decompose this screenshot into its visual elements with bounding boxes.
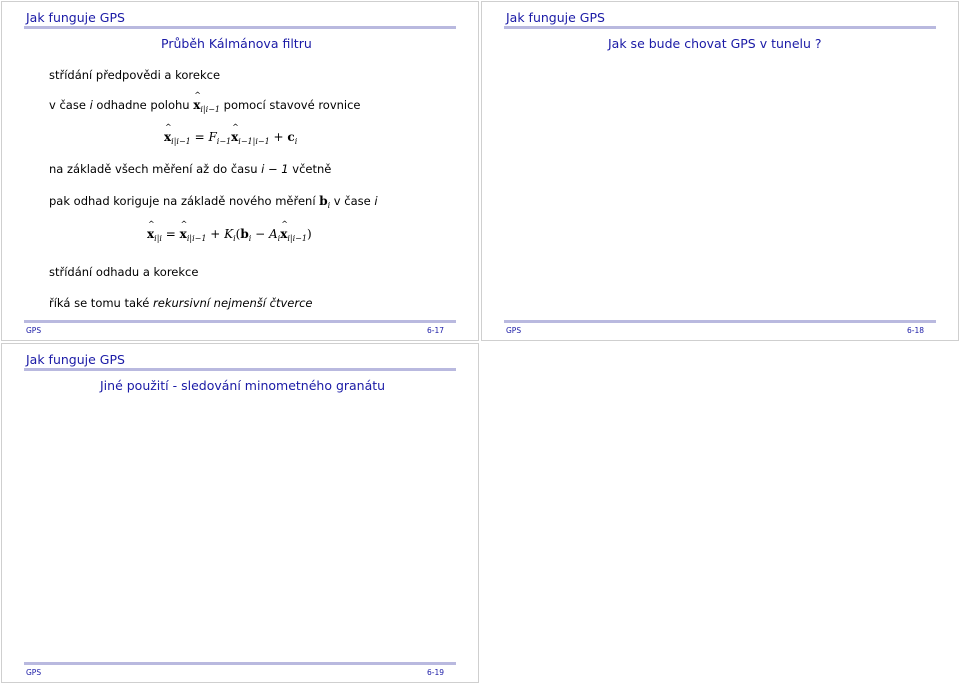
page-number: 6-18 [906, 326, 924, 335]
footer-label: GPS [26, 668, 42, 677]
footer-rule [24, 320, 456, 323]
footer-label: GPS [26, 326, 42, 335]
header-rule [24, 26, 456, 29]
text-line-5 [49, 296, 312, 310]
emphasis-text: rekursivní nejmenší čtverce [153, 296, 313, 310]
frame-title: Jiné použití - sledování minometného granátu [100, 378, 386, 393]
section-title: Jak funguje GPS [506, 10, 605, 25]
text-fragment: v čase [333, 194, 371, 208]
frame-title: Jak se bude chovat GPS v tunelu ? [608, 36, 822, 51]
text-fragment: na základě všech měření až do času [49, 162, 258, 176]
header-rule [504, 26, 936, 29]
frame-title: Průběh Kálmánova filtru [161, 36, 312, 51]
text-line-1 [49, 98, 361, 112]
slide-6-18 [481, 1, 959, 341]
text-fragment: včetně [292, 162, 332, 176]
footer-label: GPS [506, 326, 522, 335]
footer-rule [504, 320, 936, 323]
header-rule [24, 368, 456, 371]
text-fragment: v čase [49, 98, 86, 112]
text-fragment: pak odhad koriguje na základě nového měření [49, 194, 316, 208]
heading-text: střídání předpovědi a korekce [49, 68, 221, 82]
text-fragment: odhadne polohu [96, 98, 190, 112]
slide-6-17 [1, 1, 479, 341]
text-line-2 [49, 162, 331, 176]
text-line-4: střídání odhadu a korekce [49, 265, 199, 279]
page-number: 6-19 [426, 668, 444, 677]
text-fragment: říká se tomu také [49, 296, 150, 310]
page-number: 6-17 [426, 326, 444, 335]
section-title: Jak funguje GPS [26, 352, 125, 367]
symbol-i-minus-1: i − 1 [261, 162, 289, 176]
symbol-i: i [89, 98, 93, 112]
inline-math: $b_i$ [319, 194, 331, 210]
footer-rule [24, 662, 456, 665]
section-title: Jak funguje GPS [26, 10, 125, 25]
correction-equation: ^ $x_{i|i}$ = ^ $x_{i|i-1} + K_i(b_i$ − $A_i\^{}$ $x_{i|i-1}$) [147, 227, 312, 241]
inline-math: ^ $x_{i|i-1}$ [193, 98, 220, 112]
text-line-3 [49, 194, 378, 208]
state-equation: ^ $x_{i|i-1}$ = $F_{i-1}\^{}$ $x_{i-1|i-1} + c_i$ [164, 130, 297, 144]
symbol-i: i [374, 194, 378, 208]
text-fragment: pomocí stavové rovnice [223, 98, 361, 112]
slide-6-19 [1, 343, 479, 683]
